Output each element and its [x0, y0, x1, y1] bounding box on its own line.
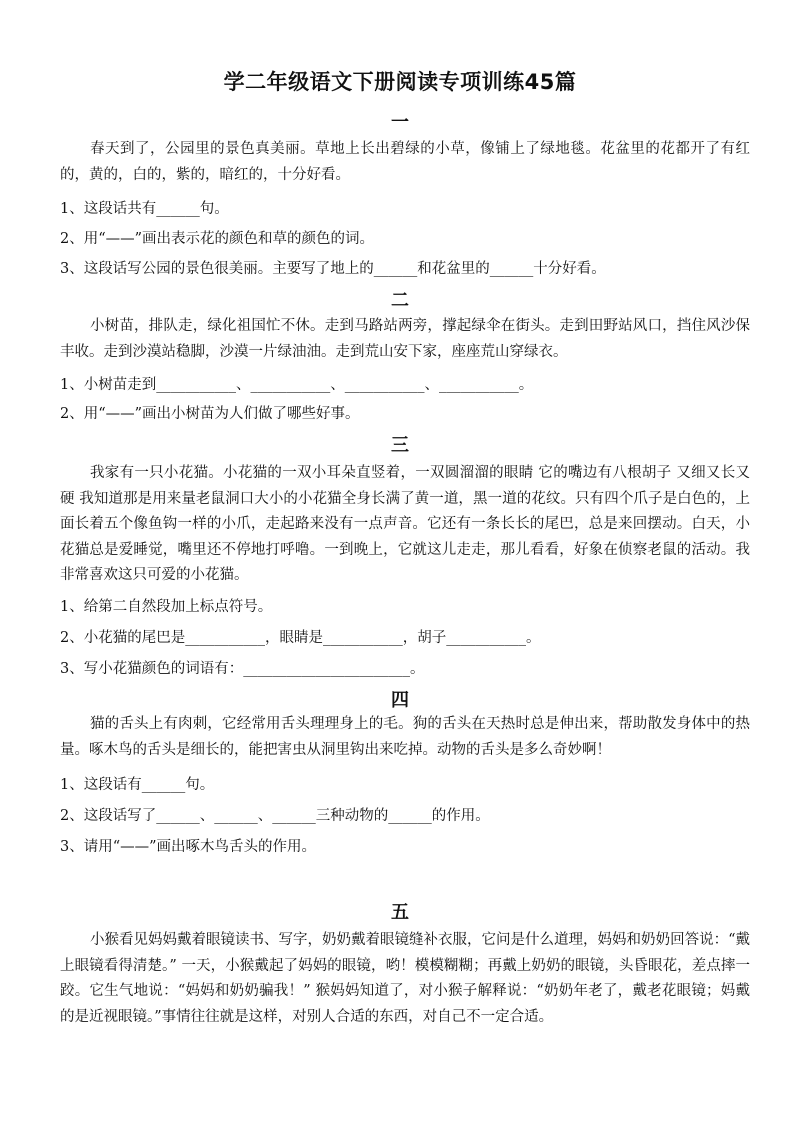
section-2-heading: 二: [391, 290, 409, 311]
section-5-passage: 小猴看见妈妈戴着眼镜读书、写字，奶奶戴着眼镜缝补衣服，它问是什么道理，妈妈和奶奶回答说：“戴上眼镜看得清楚。” 一天，小猴戴起了妈妈的眼镜，哟！模模糊糊；再戴上奶奶的眼镜，头昏眼花，差点摔一跤。它生气地说：“妈妈和奶奶骗我！” 猴妈妈知道了，对小猴子解释说：“奶奶年老了，戴老花眼镜；妈戴的是近视眼镜。”事情往往就是这样，对别人合适的东西，对自己不一定合适。: [60, 932, 750, 1025]
section-4-heading: 四: [391, 690, 409, 711]
section-3-passage: 我家有一只小花猫。小花猫的一双小耳朵直竖着，一双圆溜溜的眼睛 它的嘴边有八根胡子 又细又长又硬 我知道那是用来量老鼠洞口大小的小花猫全身长满了黄一道，黑一道的花纹。只有四个爪子是白色的，上面长着五个像鱼钩一样的小爪，走起路来没有一点声音。它还有一条长长的尾巴，总是来回摆动。白天，小花猫总是爱睡觉，嘴里还不停地打呼噜。一到晚上，它就这儿走走，那儿看看，好象在侦察老鼠的活动。我非常喜欢这只可爱的小花猫。: [60, 465, 750, 583]
section-2-question-1: 1、小树苗走到___________、___________、___________、___________。: [60, 377, 534, 393]
section-1-passage: 春天到了，公园里的景色真美丽。草地上长出碧绿的小草，像铺上了绿地毯。花盆里的花都开了有红的，黄的，白的，紫的，暗红的，十分好看。: [60, 141, 750, 183]
document-title: 学二年级语文下册阅读专项训练45篇: [223, 70, 577, 94]
section-2-question-2: 2、用“——”画出小树苗为人们做了哪些好事。: [60, 406, 360, 422]
section-3-heading: 三: [391, 435, 409, 456]
section-1-question-2: 2、用“——”画出表示花的颜色和草的颜色的词。: [60, 231, 375, 247]
section-2-passage: 小树苗，排队走，绿化祖国忙不休。走到马路站两旁，撑起绿伞在街头。走到田野站风口，挡住风沙保丰收。走到沙漠站稳脚，沙漠一片绿油油。走到荒山安下家，座座荒山穿绿衣。: [60, 318, 750, 360]
section-4-question-1: 1、这段话有______句。: [60, 777, 215, 793]
section-3-question-3: 3、写小花猫颜色的词语有：_______________________。: [60, 661, 425, 677]
section-4-question-2: 2、这段话写了______、______、______三种动物的______的作用。: [60, 808, 490, 824]
section-1-question-1: 1、这段话共有______句。: [60, 201, 229, 217]
section-3-question-1: 1、给第二自然段加上标点符号。: [60, 599, 273, 615]
section-5-heading: 五: [391, 902, 409, 923]
section-4-question-3: 3、请用“——”画出啄木鸟舌头的作用。: [60, 839, 317, 855]
section-3-question-2: 2、小花猫的尾巴是___________，眼睛是___________，胡子___________。: [60, 630, 541, 646]
section-4-passage: 猫的舌头上有肉刺，它经常用舌头理理身上的毛。狗的舌头在天热时总是伸出来，帮助散发身体中的热量。啄木鸟的舌头是细长的，能把害虫从洞里钩出来吃掉。动物的舌头是多么奇妙啊！: [60, 716, 750, 758]
section-1-question-3: 3、这段话写公园的景色很美丽。主要写了地上的______和花盆里的______十分好看。: [60, 261, 606, 277]
section-1-heading: 一: [391, 112, 409, 133]
